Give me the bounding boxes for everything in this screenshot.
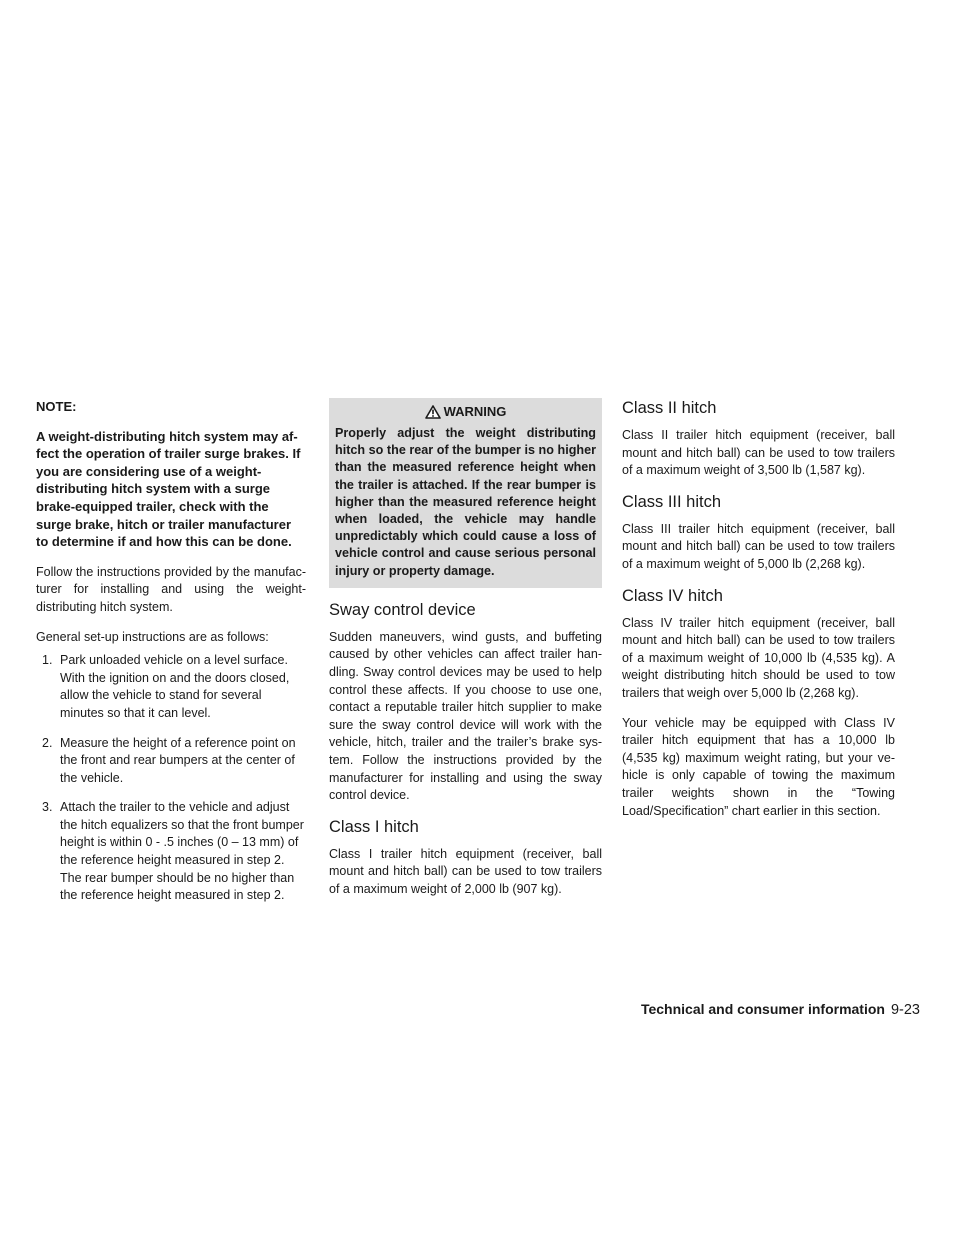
list-item <box>36 799 306 905</box>
class4-heading: Class IV hitch <box>622 586 723 605</box>
sway-heading: Sway control device <box>329 600 476 619</box>
warning-header <box>335 404 596 419</box>
sway-text: Sudden maneuvers, wind gusts, and buffeting caused by other vehicles can affect trailer han- dling. Sway control devices may be used to help control these affects. If you choose to use one, contact a reputable trailer hitch supplier to make sure the sway control device will work with the vehicle, hitch, trailer and the trailer’s brake sys- tem. Follow the instructions provided by the manufacturer for installing and using the sway control device. <box>329 629 602 803</box>
right-column <box>622 398 895 832</box>
left-column <box>36 398 306 917</box>
page-footer <box>641 1001 920 1018</box>
step-text: Park unloaded vehicle on a level surface. With the ignition on and the doors closed, allow the vehicle to stand for several minutes so that it can level. <box>60 653 290 720</box>
note-body: A weight-distributing hitch system may af- fect the operation of trailer surge brakes. If you are considering use of a weight- distributing hitch system with a surge brake-equipped trailer, check with the surge brake, hitch or trailer manufacturer to determine if and how this can be done. <box>36 428 301 550</box>
class4-text-2: Your vehicle may be equipped with Class IV trailer hitch equipment that has a 10,000 lb (4,535 kg) maximum weight rating, but your ve- hicle is only capable of towing the maximum trailer weights shown in the “Towing Load/Specification” chart earlier in this section. <box>622 715 895 818</box>
middle-column <box>329 398 602 911</box>
step-number: 1. <box>42 653 53 668</box>
warning-triangle-icon <box>425 405 441 419</box>
warning-box <box>329 398 602 588</box>
class1-text: Class I trailer hitch equipment (receiver, ball mount and hitch ball) can be used to tow trailers of a maximum weight of 2,000 lb (907 kg). <box>329 846 602 896</box>
step-text: Attach the trailer to the vehicle and adjust the hitch equalizers so that the front bumper height is within 0 - .5 inches (0 – 13 mm) of the reference height measured in step 2. The rear bumper should be no higher than the reference height measured in step 2. <box>60 800 304 903</box>
list-item <box>36 735 306 788</box>
step-text: Measure the height of a reference point on the front and rear bumpers at the center of the vehicle. <box>60 735 296 785</box>
list-item <box>36 652 306 722</box>
class4-text: Class IV trailer hitch equipment (receiver, ball mount and hitch ball) can be used to tow trailers of a maximum weight of 10,000 lb (4,535 kg). A weight distributing hitch should be used to tow trailers that weigh over 5,000 lb (2,268 kg). <box>622 615 895 700</box>
step-number: 2. <box>42 735 53 750</box>
class3-text: Class III trailer hitch equipment (receiver, ball mount and hitch ball) can be used to tow trailers of a maximum weight of 5,000 lb (2,268 kg). <box>622 521 895 571</box>
note-title: NOTE: <box>36 399 77 414</box>
step-number: 3. <box>42 800 53 815</box>
intro-paragraph: Follow the instructions provided by the manufac- turer for installing and using the weight- distributing hitch system. <box>36 564 306 614</box>
setup-steps <box>36 652 306 905</box>
class3-heading: Class III hitch <box>622 492 722 511</box>
page-number: 9-23 <box>890 1002 920 1018</box>
class1-heading: Class I hitch <box>329 817 419 836</box>
warning-label: WARNING <box>443 404 507 419</box>
class2-text: Class II trailer hitch equipment (receiver, ball mount and hitch ball) can be used to tow trailers of a maximum weight of 3,500 lb (1,587 kg). <box>622 428 895 478</box>
warning-text: Properly adjust the weight distributing hitch so the rear of the bumper is no higher than the measured reference height when the trailer is attached. If the rear bumper is higher than the measured reference height when loaded, the vehicle may handle unpredictably which could cause a loss of vehicle control and cause serious personal injury or property damage. <box>335 426 596 578</box>
setup-title: General set-up instructions are as follows: <box>36 629 269 644</box>
class2-heading: Class II hitch <box>622 399 717 417</box>
footer-section-title: Technical and consumer information <box>640 1001 885 1017</box>
